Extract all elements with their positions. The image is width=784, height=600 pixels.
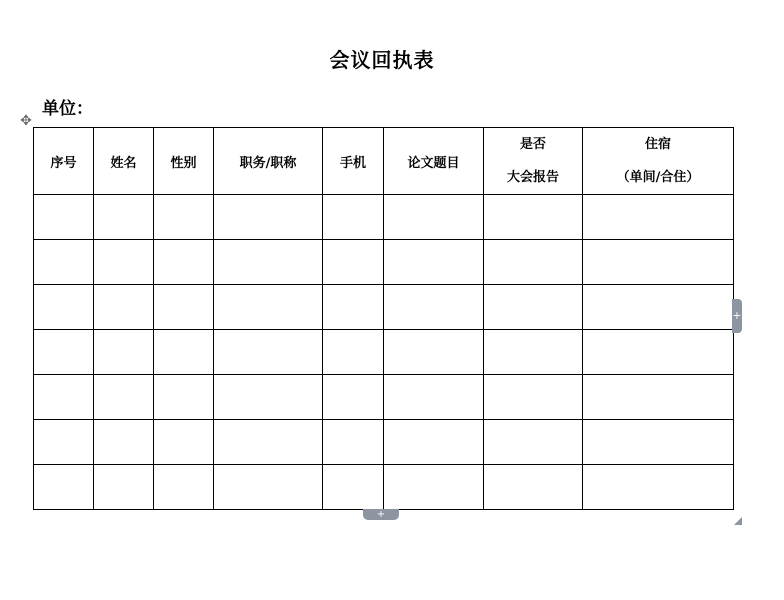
table-cell[interactable] [214,420,323,465]
table-cell[interactable] [323,330,384,375]
table-cell[interactable] [323,285,384,330]
table-cell[interactable] [484,375,583,420]
table-row [34,285,734,330]
table-cell[interactable] [154,330,214,375]
table-cell[interactable] [214,195,323,240]
table-body [34,195,734,510]
table-cell[interactable] [214,375,323,420]
table-row [34,195,734,240]
table-cell[interactable] [484,195,583,240]
table-cell[interactable] [94,285,154,330]
table-cell[interactable] [484,240,583,285]
table-cell[interactable] [583,330,734,375]
table-cell[interactable] [214,285,323,330]
table-cell[interactable] [323,420,384,465]
header-cell-index[interactable]: 序号 [34,128,94,195]
header-cell-conference-report[interactable] [484,128,583,195]
table-resize-icon[interactable] [734,510,742,518]
table-cell[interactable] [384,285,484,330]
table-cell[interactable] [34,285,94,330]
header-cell-gender[interactable]: 性别 [154,128,214,195]
table-cell[interactable] [384,375,484,420]
header-cell-name[interactable]: 姓名 [94,128,154,195]
table-row [34,375,734,420]
table-cell[interactable] [94,195,154,240]
table-cell[interactable] [94,420,154,465]
table-cell[interactable] [583,195,734,240]
table-cell[interactable] [583,465,734,510]
table-cell[interactable] [154,375,214,420]
table-cell[interactable] [484,465,583,510]
table-cell[interactable] [384,330,484,375]
table-cell[interactable] [384,420,484,465]
table-cell[interactable] [154,240,214,285]
table-cell[interactable] [583,420,734,465]
table-cell[interactable] [94,240,154,285]
table-cell[interactable] [384,195,484,240]
header-line-2: 大会报告 [506,170,559,185]
table-cell[interactable] [583,240,734,285]
table-cell[interactable] [484,285,583,330]
unit-label[interactable]: 单位： [42,99,93,119]
table-cell[interactable] [583,375,734,420]
table-cell[interactable] [214,465,323,510]
table-cell[interactable] [484,330,583,375]
header-line-1: 住宿 [644,137,671,152]
table-cell[interactable] [484,420,583,465]
header-cell-position-title[interactable]: 职务/职称 [214,128,323,195]
header-line-1: 是否 [519,137,546,152]
add-column-button[interactable] [732,299,742,333]
plus-icon: + [376,509,386,520]
receipt-table [33,127,734,510]
table-cell[interactable] [34,420,94,465]
table-cell[interactable] [34,195,94,240]
table-row [34,330,734,375]
table-cell[interactable] [34,330,94,375]
document-title: 会议回执表 [329,48,435,72]
header-row [34,128,734,195]
table-cell[interactable] [94,375,154,420]
table-cell[interactable] [154,420,214,465]
table-cell[interactable] [94,465,154,510]
header-cell-accommodation[interactable] [583,128,734,195]
table-cell[interactable] [154,465,214,510]
table-cell[interactable] [154,195,214,240]
table-cell[interactable] [323,465,384,510]
table-cell[interactable] [94,330,154,375]
table-cell[interactable] [34,375,94,420]
header-cell-paper-title[interactable]: 论文题目 [384,128,484,195]
add-row-button[interactable] [363,509,399,520]
table-cell[interactable] [214,240,323,285]
table-cell[interactable] [583,285,734,330]
header-cell-mobile[interactable]: 手机 [323,128,384,195]
table-row [34,420,734,465]
table-cell[interactable] [323,195,384,240]
plus-icon: + [732,309,742,322]
table-row [34,240,734,285]
header-line-2: （单间/合住） [616,170,700,185]
table-move-icon[interactable]: ✥ [20,113,32,129]
table-cell[interactable] [323,240,384,285]
table-cell[interactable] [323,375,384,420]
table-row [34,465,734,510]
table-cell[interactable] [214,330,323,375]
table-cell[interactable] [34,240,94,285]
table-cell[interactable] [34,465,94,510]
table-cell[interactable] [154,285,214,330]
table-cell[interactable] [384,240,484,285]
table-cell[interactable] [384,465,484,510]
